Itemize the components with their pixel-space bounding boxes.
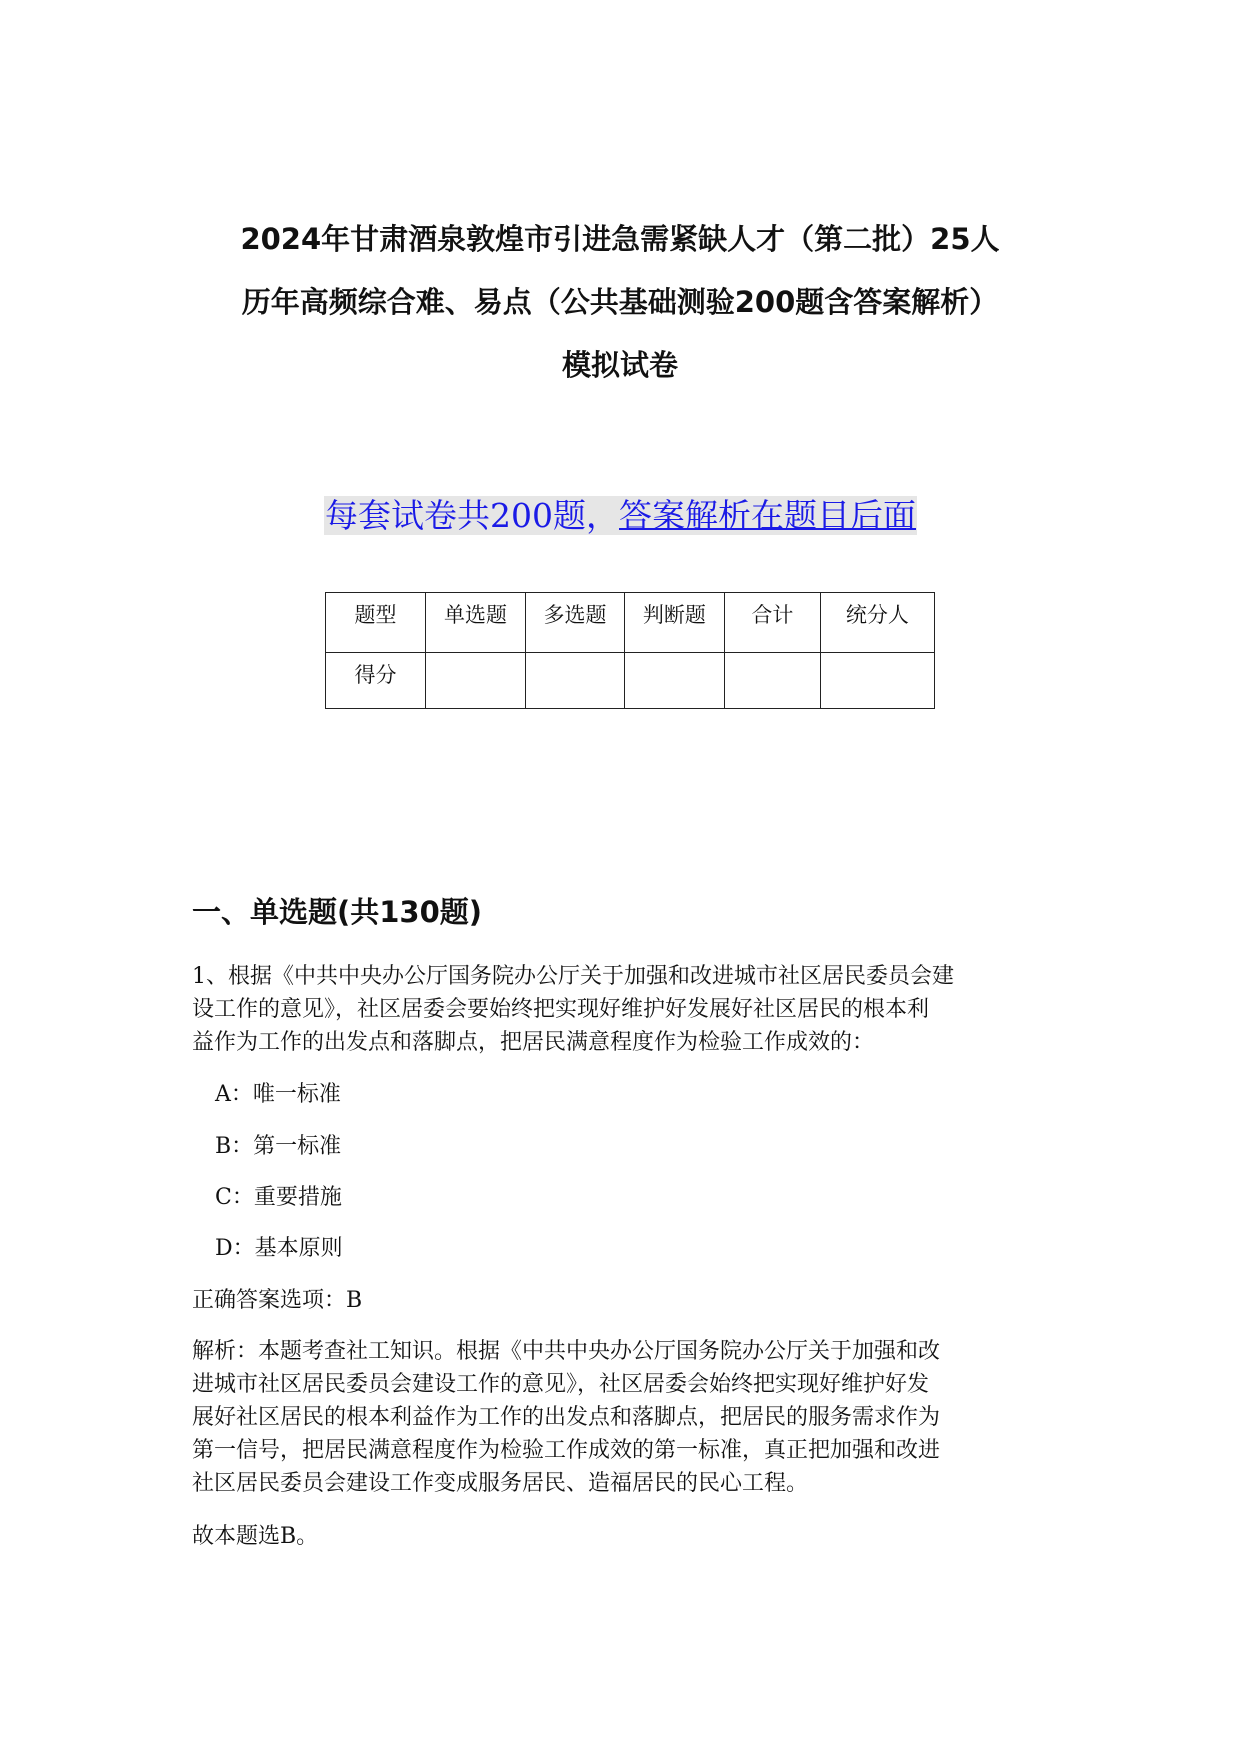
- explanation-line-3: 展好社区居民的根本利益作为工作的出发点和落脚点，把居民的服务需求作为: [192, 1405, 941, 1430]
- header-cell-total: 合计: [724, 593, 820, 653]
- banner-text: 每套试卷共200题，: [325, 496, 619, 535]
- explanation-line-4: 第一信号，把居民满意程度作为检验工作成效的第一标准，真正把加强和改进: [192, 1438, 941, 1463]
- score-cell-single: [425, 653, 525, 709]
- header-cell-type: 题型: [326, 593, 426, 653]
- header-cell-judge: 判断题: [624, 593, 724, 653]
- banner: [0, 493, 1241, 539]
- option-d: D：基本原则: [215, 1236, 343, 1261]
- question-line-1: 1、根据《中共中央办公厅国务院办公厅关于加强和改进城市社区居民委员会建: [192, 964, 954, 989]
- title-line-2: 历年高频综合难、易点（公共基础测验200题含答案解析）: [241, 285, 999, 319]
- document-title: [150, 208, 1090, 397]
- header-cell-scorer: 统分人: [820, 593, 934, 653]
- conclusion: 故本题选B。: [192, 1524, 319, 1549]
- score-cell-label: 得分: [326, 653, 426, 709]
- title-line-1: 2024年甘肃酒泉敦煌市引进急需紧缺人才（第二批）25人: [240, 222, 1000, 256]
- question-stem: [192, 960, 1072, 1059]
- header-cell-single: 单选题: [425, 593, 525, 653]
- explanation-line-2: 进城市社区居民委员会建设工作的意见》，社区居委会始终把实现好维护好发: [192, 1372, 930, 1397]
- explanation: [192, 1335, 1072, 1500]
- title-line-3: 模拟试卷: [561, 348, 678, 382]
- question-line-2: 设工作的意见》，社区居委会要始终把实现好维护好发展好社区居民的根本利: [192, 997, 930, 1022]
- option-a: A：唯一标准: [215, 1082, 341, 1107]
- score-cell-scorer: [820, 653, 934, 709]
- score-table-header-row: [326, 593, 935, 653]
- question-line-3: 益作为工作的出发点和落脚点，把居民满意程度作为检验工作成效的：: [192, 1030, 875, 1055]
- score-cell-total: [724, 653, 820, 709]
- explanation-line-1: 解析：本题考查社工知识。根据《中共中央办公厅国务院办公厅关于加强和改: [192, 1339, 941, 1364]
- banner-link[interactable]: 答案解析在题目后面: [619, 496, 916, 535]
- option-b: B：第一标准: [215, 1134, 342, 1159]
- option-c: C：重要措施: [215, 1185, 342, 1210]
- banner-highlight: [324, 496, 917, 535]
- header-cell-multi: 多选题: [525, 593, 624, 653]
- score-cell-judge: [624, 653, 724, 709]
- score-table-score-row: [326, 653, 935, 709]
- score-cell-multi: [525, 653, 624, 709]
- correct-answer: 正确答案选项：B: [192, 1288, 363, 1313]
- score-table: [325, 592, 935, 709]
- section-heading: 一、单选题(共130题): [192, 895, 483, 929]
- explanation-line-5: 社区居民委员会建设工作变成服务居民、造福居民的民心工程。: [192, 1471, 809, 1496]
